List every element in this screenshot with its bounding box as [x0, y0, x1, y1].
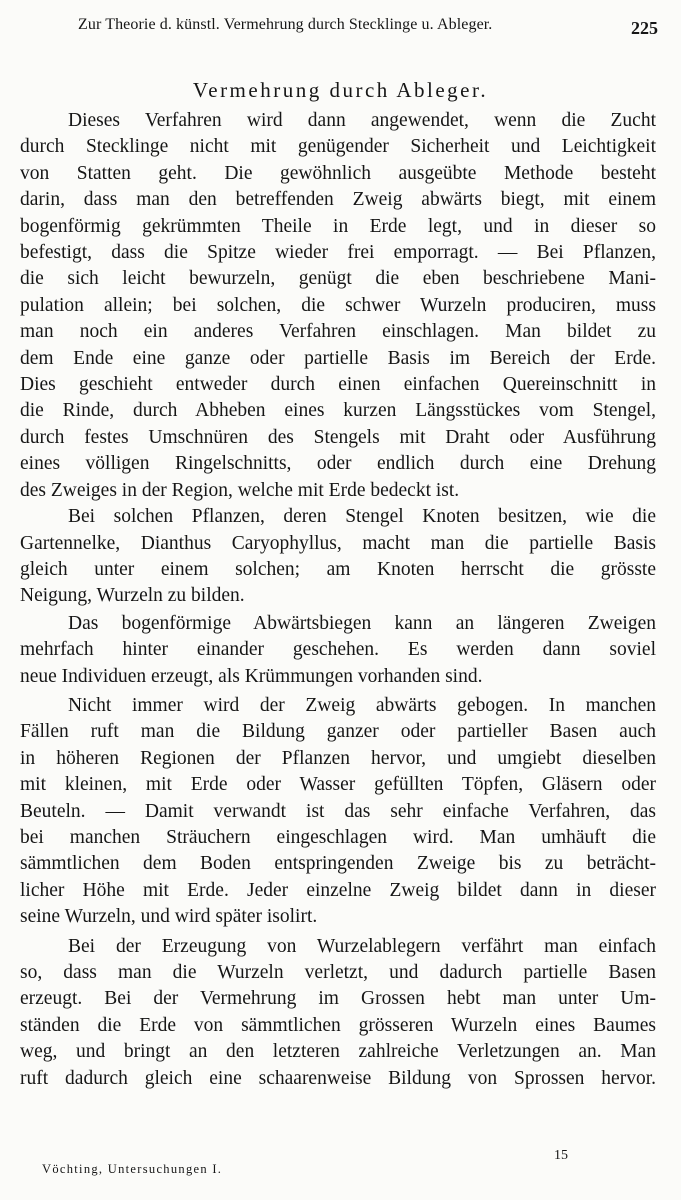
text-line: befestigt, dass die Spitze wieder frei emporragt. — Bei Pflanzen, — [20, 242, 656, 264]
text-line: mit kleinen, mit Erde oder Wasser gefüllten Töpfen, Gläsern oder — [20, 774, 656, 796]
text-line: Nicht immer wird der Zweig abwärts gebogen. In manchen — [68, 694, 656, 716]
text-line: gleich unter einem solchen; am Knoten herrscht die grösste — [20, 558, 656, 580]
text-line: Bei solchen Pflanzen, deren Stengel Knoten besitzen, wie die — [68, 506, 656, 528]
page-footer — [42, 1148, 642, 1178]
text-line: seine Wurzeln, und wird später isolirt. — [20, 906, 318, 928]
text-line: mehrfach hinter einander geschehen. Es werden dann soviel — [20, 639, 656, 661]
text-line: weg, und bringt an den letzteren zahlreiche Verletzungen an. Man — [20, 1041, 656, 1063]
paragraph — [20, 108, 656, 504]
text-line: Fällen ruft man die Bildung ganzer oder partieller Basen auch — [20, 721, 656, 743]
text-line: die sich leicht bewurzeln, genügt die eben beschriebene Mani- — [20, 268, 656, 290]
paragraph — [20, 504, 656, 610]
paragraph — [20, 934, 656, 1092]
text-line: durch festes Umschnüren des Stengels mit Draht oder Ausführung — [20, 426, 656, 448]
body-text — [20, 108, 656, 1092]
text-line: Gartennelke, Dianthus Caryophyllus, macht man die partielle Basis — [20, 532, 656, 554]
text-line: licher Höhe mit Erde. Jeder einzelne Zweig bildet dann in dieser — [20, 879, 656, 901]
text-line: bei manchen Sträuchern eingeschlagen wird. Man umhäuft die — [20, 826, 656, 848]
text-line: neue Individuen erzeugt, als Krümmungen vorhanden sind. — [20, 665, 483, 687]
running-head: Zur Theorie d. künstl. Vermehrung durch Stecklinge u. Ableger. — [78, 16, 493, 33]
text-line: man noch ein anderes Verfahren einschlagen. Man bildet zu — [20, 321, 656, 343]
signature-mark: Vöchting, Untersuchungen I. — [42, 1162, 223, 1176]
text-line: Das bogenförmige Abwärtsbiegen kann an längeren Zweigen — [68, 612, 656, 634]
text-line: in höheren Regionen der Pflanzen hervor, und umgiebt dieselben — [20, 747, 656, 769]
sheet-number: 15 — [554, 1148, 568, 1163]
text-line: sämmtlichen dem Boden entspringenden Zweige bis zu beträcht- — [20, 853, 656, 875]
text-line: Dieses Verfahren wird dann angewendet, wenn die Zucht — [68, 110, 656, 131]
text-line: eines völligen Ringelschnitts, oder endlich durch eine Drehung — [20, 453, 656, 475]
text-line: Neigung, Wurzeln zu bilden. — [20, 585, 245, 607]
text-line: von Statten geht. Die gewöhnlich ausgeübte Methode besteht — [20, 162, 656, 184]
text-line: bogenförmig gekrümmten Theile in Erde legt, und in dieser so — [20, 215, 656, 237]
text-line: darin, dass man den betreffenden Zweig abwärts biegt, mit einem — [20, 189, 656, 211]
text-line: die Rinde, durch Abheben eines kurzen Längsstückes vom Stengel, — [20, 400, 656, 422]
text-line: pulation allein; bei solchen, die schwer Wurzeln produciren, muss — [20, 294, 656, 316]
text-line: so, dass man die Wurzeln verletzt, und dadurch partielle Basen — [20, 962, 656, 983]
paragraph — [20, 611, 656, 690]
page-number: 225 — [631, 18, 658, 38]
text-line: Beuteln. — Damit verwandt ist das sehr einfache Verfahren, das — [20, 800, 656, 822]
text-line: durch Stecklinge nicht mit genügender Sicherheit und Leichtigkeit — [20, 136, 656, 158]
text-line: ruft dadurch gleich eine schaarenweise Bildung von Sprossen hervor. — [20, 1067, 656, 1089]
text-line: erzeugt. Bei der Vermehrung im Grossen hebt man unter Um- — [20, 988, 656, 1010]
text-line: ständen die Erde von sämmtlichen grösseren Wurzeln eines Baumes — [20, 1014, 656, 1036]
text-line: Dies geschieht entweder durch einen einfachen Quereinschnitt in — [20, 374, 656, 396]
text-line: Bei der Erzeugung von Wurzelablegern verfährt man einfach — [68, 935, 656, 957]
text-line: dem Ende eine ganze oder partielle Basis im Bereich der Erde. — [20, 347, 656, 369]
section-title: Vermehrung durch Ableger. — [192, 78, 489, 102]
paragraph — [20, 693, 656, 931]
page-header — [60, 14, 660, 42]
text-line: des Zweiges in der Region, welche mit Erde bedeckt ist. — [20, 479, 460, 501]
